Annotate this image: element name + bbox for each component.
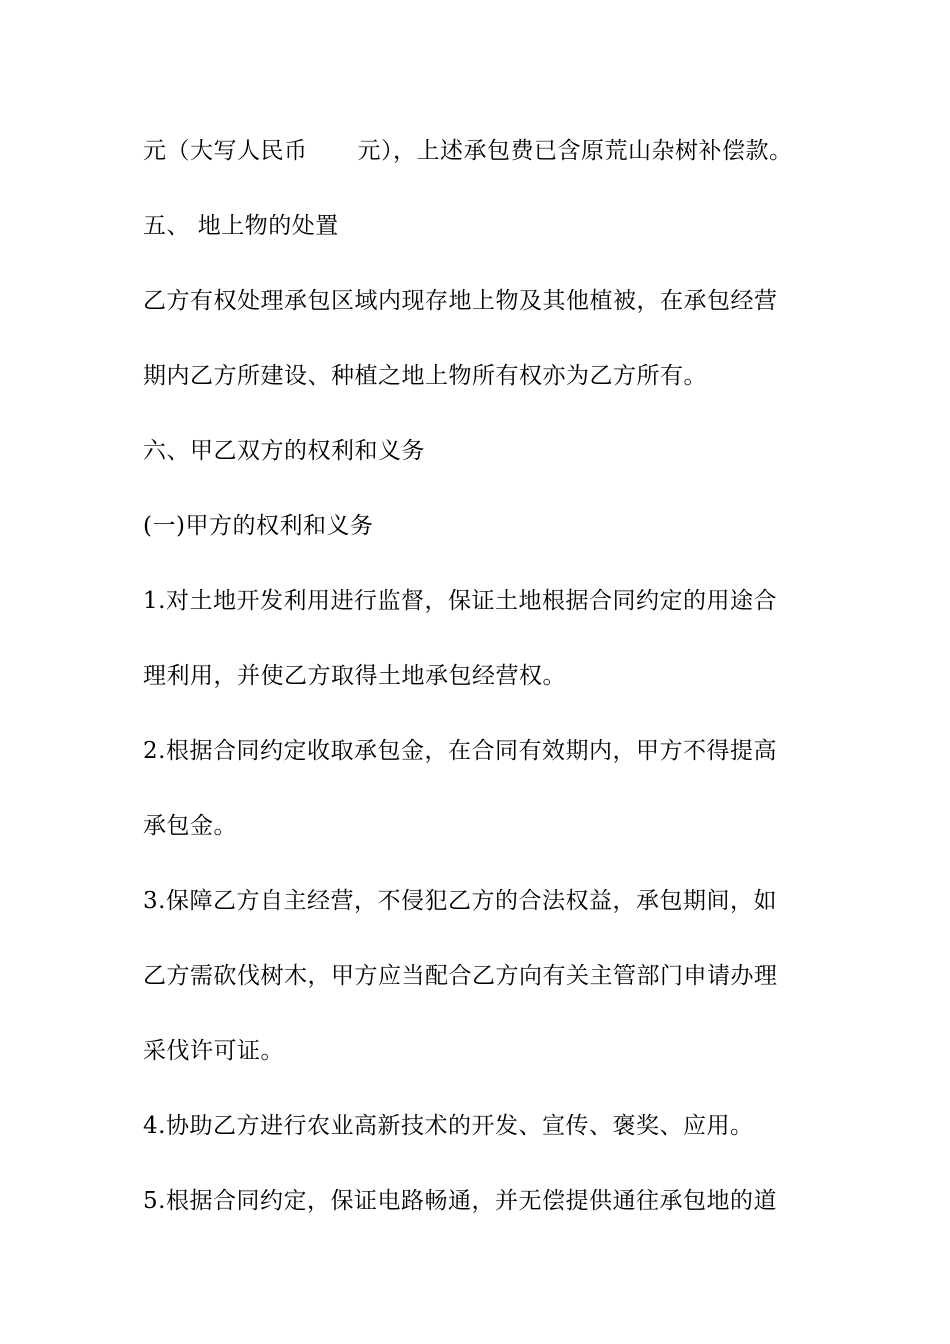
text-line-10: 承包金。 bbox=[143, 813, 237, 839]
text-line-1 bbox=[143, 136, 823, 166]
subsection-heading-1: (一)甲方的权利和义务 bbox=[143, 513, 374, 539]
text-line-11: 3.保障乙方自主经营，不侵犯乙方的合法权益，承包期间，如 bbox=[143, 888, 777, 914]
text-line-14: 4.协助乙方进行农业高新技术的开发、宣传、褒奖、应用。 bbox=[143, 1113, 754, 1139]
text-line-15: 5.根据合同约定，保证电路畅通，并无偿提供通往承包地的道 bbox=[143, 1188, 777, 1214]
text-line-9: 2.根据合同约定收取承包金，在合同有效期内，甲方不得提高 bbox=[143, 738, 777, 764]
text-line-12: 乙方需砍伐树木，甲方应当配合乙方向有关主管部门申请办理 bbox=[143, 963, 778, 989]
text-line-1-part-b: 元），上述承包费已含原荒山杂树补偿款。 bbox=[357, 138, 793, 164]
text-line-1-part-a: 元（大写人民币 bbox=[143, 138, 308, 164]
text-line-3: 乙方有权处理承包区域内现存地上物及其他植被，在承包经营 bbox=[143, 288, 778, 314]
text-line-7: 1.对土地开发利用进行监督，保证土地根据合同约定的用途合 bbox=[143, 588, 777, 614]
text-line-8: 理利用，并使乙方取得土地承包经营权。 bbox=[143, 663, 566, 689]
text-line-13: 采伐许可证。 bbox=[143, 1038, 284, 1064]
text-line-4: 期内乙方所建设、种植之地上物所有权亦为乙方所有。 bbox=[143, 363, 707, 389]
section-heading-5: 五、 地上物的处置 bbox=[143, 213, 339, 239]
section-heading-6: 六、甲乙双方的权利和义务 bbox=[143, 438, 425, 464]
